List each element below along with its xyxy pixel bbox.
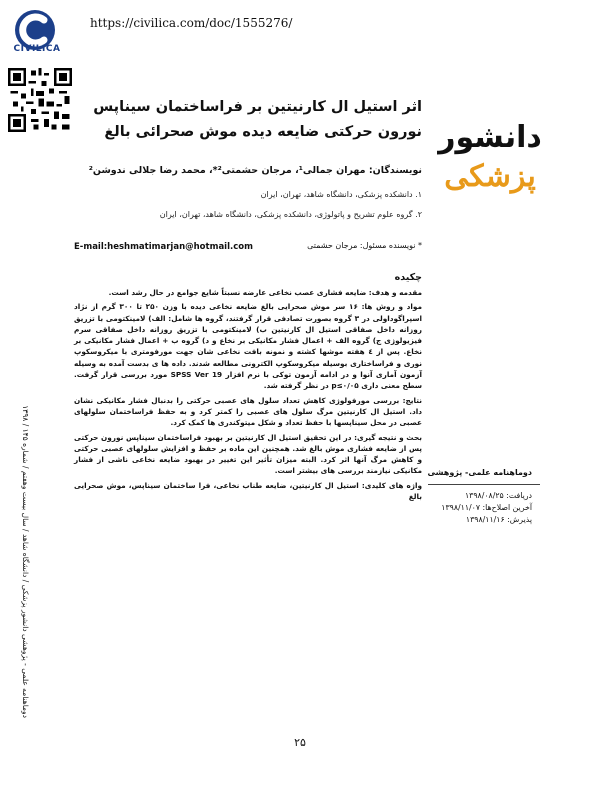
abstract-results: نتایج: بررسی مورفولوژی کاهش تعداد سلول های عصبی حرکتی را بدنبال فشار مکانیکی نشان داد. استیل ال کارنیتین مرگ سلول های عصبی را کمتر کرد و به حفظ فراساختمان سلولهای عصبی در محل سیناپسها با حفظ تعداد و شکل میتوکندری ها کمک کرد. (74, 395, 422, 428)
journal-name-line-2: پزشکی (444, 159, 536, 194)
date-received: دریافت: ۱۳۹۸/۰۸/۲۵ (464, 491, 532, 500)
journal-name (420, 120, 560, 194)
date-revised: آخرین اصلاح‌ها: ۱۳۹۸/۱۱/۰۷ (441, 503, 532, 512)
abstract (74, 272, 422, 505)
author-email: E-mail:heshmatimarjan@hotmail.com (74, 242, 253, 252)
article-dates (441, 490, 532, 526)
abstract-heading: چکیده (394, 272, 422, 283)
article-title-line-1: اثر استیل ال کارنیتین بر فراساختمان سیناپس (93, 99, 422, 115)
article-title (82, 95, 422, 145)
affiliation-1: ۱. دانشکده پزشکی، دانشگاه شاهد، تهران، ایران (260, 190, 422, 199)
abstract-intro: مقدمه و هدف: ضایعه فشاری عصب نخاعی عارضه نسبتاً شایع جوامع در حال رشد است. (108, 288, 422, 297)
document-url[interactable]: https://civilica.com/doc/1555276/ (90, 16, 293, 30)
journal-type-label: دوماهنامه علمی- پژوهشی (427, 468, 532, 477)
civilica-logo-text: CIVILICA (13, 44, 61, 54)
abstract-methods: مواد و روش ها: ۱۶ سر موش صحرایی بالغ ضایعه نخاعی دیده با وزن ۲۵۰ تا ۳۰۰ گرم از نژاد اسپراگوداولی در ۳ گروه بصورت تصادفی قرار گرفتند، گروه ها شامل: الف) لامینکتومی با تزریق روزانه داخل صفاقی استیل ال کارنیتین ب) لامینکتومی با تزریق روزانه داخل صفاقی سرم فیزیولوژی ج) گروه الف + اعمال فشار مکانیکی بر نخاع و د) گروه ب + اعمال فشار مکانیکی بر نخاع. پس از ٤ هفته موشها کشته و نمونه بافت نخاعی شان جهت مورفومتری با میکروسکوپ نوری و فراساختاری بوسیله میکروسکوپ الکترونی مطالعه شدند. داده ها ی بدست آمده به وسیله آزمون آماری آنوا و در ادامه آزمون توکی با نرم افزار SPSS Ver 19 مورد بررسی قرار گرفت. سطح معنی داری ۰/۰۵≥p در نظر گرفته شد. (74, 302, 423, 391)
affiliation-2: ۲. گروه علوم تشریح و پاتولوژی، دانشکده پزشکی، دانشگاه شاهد، تهران، ایران (159, 210, 422, 219)
journal-vertical-strip: دوماهنامه علمی - پژوهشی دانشور پزشکی / دانشگاه شاهد / سال بیست وهفتم / شماره ۱۴۵ / ۱۳۹۸ (21, 405, 30, 718)
abstract-conclusion: بحث و نتیجه گیری: در این تحقیق استیل ال کارنیتین بر بهبود فراساختمان سیناپس نورون حرکتی پس از ضایعه فشاری موش بالغ شد. همچنین این ماده بر حفظ و افزایش سلولهای عصبی حرکتی و کاهش مرگ آنها اثر کرد. البته میزان تأثیر این تغییر در بهبود ضایعه نخاعی ناشی از فشار مکانیکی نیازمند بررسی های بیشتر است. (74, 432, 422, 476)
authors: نویسندگان: مهران جمالی¹، مرجان حشمتی²*، محمد رضا جلالی ندوشن² (88, 165, 422, 176)
divider (428, 484, 540, 485)
civilica-logo-icon (6, 8, 64, 66)
date-accepted: پذیرش: ۱۳۹۸/۱۱/۱۶ (465, 515, 532, 524)
journal-name-line-1: دانشور (438, 120, 542, 155)
corresponding-author: * نویسنده مسئول: مرجان حشمتی (307, 241, 422, 250)
abstract-keywords: واژه های کلیدی: استیل ال کارنیتین، ضایعه طناب نخاعی، فرا ساختمان سیناپس، موش صحرایی بالغ (74, 480, 422, 502)
page-number: ۲۵ (294, 736, 306, 749)
qr-code-icon (8, 68, 72, 132)
article-title-line-2: نورون حرکتی ضایعه دیده موش صحرائی بالغ (104, 124, 422, 140)
